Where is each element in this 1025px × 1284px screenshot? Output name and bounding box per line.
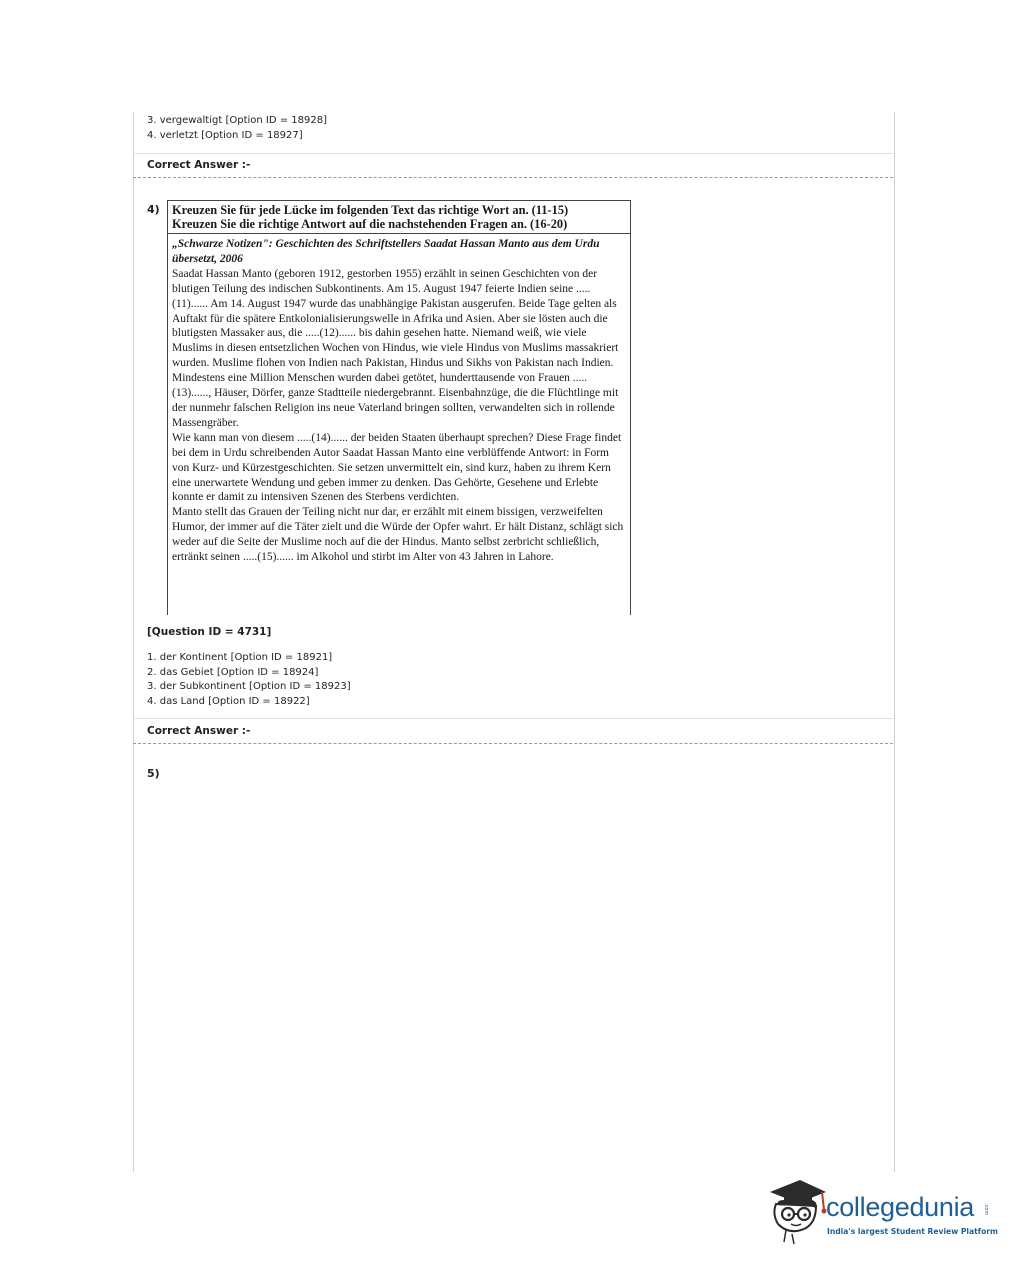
divider xyxy=(133,153,893,154)
question-id: [Question ID = 4731] xyxy=(147,626,272,638)
passage-paragraph-3: Manto stellt das Grauen der Teiling nicht nur dar, er erzählt mit einem bissigen, verzweifelten Humor, der immer auf die Täter zielt und die Würde der Opfer wahrt. Er hält Distanz, schlägt sich weder auf die Seite der Muslime noch auf die der Hindus. Manto selbst zerbricht schließlich, ertränkt seinen .....(15)...... im Alkohol und stirbt im Alter von 43 Jahren in Lahore. xyxy=(172,506,624,564)
question-instructions xyxy=(168,201,630,234)
answer-options xyxy=(147,651,351,709)
prev-correct-answer-label: Correct Answer :- xyxy=(147,159,251,171)
logo-tagline: India's largest Student Review Platform xyxy=(827,1227,998,1236)
question-number-4: 4) xyxy=(147,203,160,216)
passage-paragraph-2: Wie kann man von diesem .....(14)...... der beiden Staaten überhaupt sprechen? Diese Frage findet bei dem in Urdu schreibenden Autor Saadat Hassan Manto eine verblüffende Antwort: in Form von Kurz- und Kürzestgeschichten. Sie setzen unvermittelt ein, sind kurz, haben zu ihrem Kern eine unerwartete Wendung und geben immer zu denken. Das Gehörte, Gesehene und Erlebte konnte er damit zu intensiven Szenen des Sterbens verdichten. xyxy=(172,431,622,504)
prev-question-options xyxy=(147,114,327,143)
prev-option-4: 4. verletzt [Option ID = 18927] xyxy=(147,129,303,141)
answer-option-4[interactable]: 4. das Land [Option ID = 18922] xyxy=(147,695,310,707)
passage-title: „Schwarze Notizen": Geschichten des Schriftstellers Saadat Hassan Manto aus dem Urdu übersetzt, 2006 xyxy=(172,238,600,265)
answer-option-2[interactable]: 2. das Gebiet [Option ID = 18924] xyxy=(147,666,319,678)
passage xyxy=(168,234,630,565)
logo-wordmark: collegedunia xyxy=(826,1192,975,1222)
instruction-line-2: Kreuzen Sie die richtige Antwort auf die nachstehenden Fragen an. (16-20) xyxy=(172,217,568,231)
answer-option-3[interactable]: 3. der Subkontinent [Option ID = 18923] xyxy=(147,681,351,692)
question-number-5: 5) xyxy=(147,767,160,780)
instruction-line-1: Kreuzen Sie für jede Lücke im folgenden Text das richtige Wort an. (11-15) xyxy=(172,203,569,217)
dashed-divider xyxy=(133,177,893,178)
correct-answer-label: Correct Answer :- xyxy=(147,725,251,737)
answer-option-1[interactable]: 1. der Kontinent [Option ID = 18921] xyxy=(147,652,333,663)
question-box xyxy=(167,200,631,615)
prev-option-3: 3. vergewaltigt [Option ID = 18928] xyxy=(147,115,328,126)
passage-paragraph-1: Saadat Hassan Manto (geboren 1912, gestorben 1955) erzählt in seinen Geschichten von der blutigen Teilung des indischen Subkontinents. Am 15. August 1947 feierte Indien seine .....(11)...... Am 14. August 1947 wurde das unabhängige Pakistan ausgerufen. Beide Tage gelten als Auftakt für die spätere Entkolonialisierungswelle in Afrika und Asien. Aber sie lösten auch die blutigsten Massaker aus, die .....(12)...... bis dahin gesehen hatte. Niemand weiß, wie viele Muslims in diesen entsetzlichen Wochen von Hindus, wie viele Hindus von Muslims massakriert wurden. Muslime flohen von Indien nach Pakistan, Hindus und Sikhs von Pakistan nach Indien. Mindestens eine Million Menschen wurden dabei getötet, hunderttausende von Frauen .....(13)......, Häuser, Dörfer, ganze Stadtteile niedergebrannt. Eisenbahnzüge, die die Flüchtlinge mit der nunmehr falschen Religion ins neue Vaterland bringen sollten, verwandelten sich in rollende Massengräber. xyxy=(172,267,619,429)
divider xyxy=(133,718,893,719)
dashed-divider xyxy=(133,743,893,744)
logo-domain-suffix: .com xyxy=(983,1203,989,1216)
